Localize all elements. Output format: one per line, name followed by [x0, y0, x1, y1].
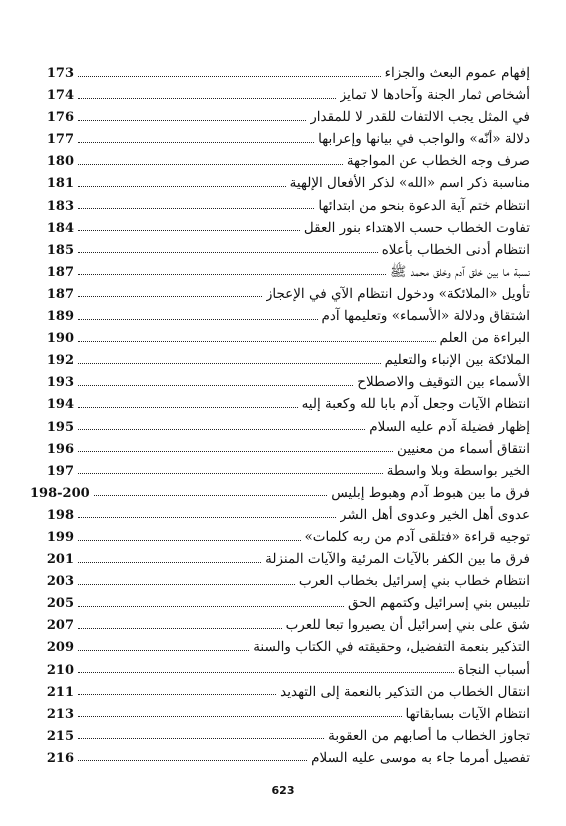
toc-entry	[30, 614, 530, 636]
toc-entry-title: تفصيل أمرما جاء به موسى عليه السلام	[311, 749, 530, 766]
toc-entry-page: 177	[46, 132, 74, 148]
dot-leader	[78, 650, 249, 651]
toc-entry	[30, 482, 530, 504]
toc-entry-title: مناسبة ذكر اسم «الله» لذكر الأفعال الإلهية	[289, 175, 530, 192]
table-of-contents	[30, 62, 530, 769]
toc-entry-page: 207	[46, 618, 74, 634]
toc-entry-title: التذكير بنعمة التفضيل، وحقيقته في الكتاب والسنة	[253, 639, 530, 656]
toc-entry	[30, 438, 530, 460]
dot-leader	[78, 76, 381, 77]
dot-leader	[78, 716, 402, 717]
dot-leader	[78, 584, 295, 585]
toc-entry-page: 198-200	[30, 485, 90, 501]
dot-leader	[78, 451, 393, 452]
toc-entry-page: 180	[46, 154, 74, 170]
toc-entry	[30, 636, 530, 658]
dot-leader	[78, 120, 306, 121]
toc-entry-title: انتظام الآيات بسابقاتها	[405, 705, 530, 722]
toc-entry-page: 189	[46, 309, 74, 325]
toc-entry-page: 185	[46, 242, 74, 258]
toc-entry-title: عدوى أهل الخير وعدوى أهل الشر	[339, 506, 530, 523]
toc-entry-title: انتظام ختم آية الدعوة بنحو من ابتدائها	[318, 197, 530, 214]
dot-leader	[78, 363, 381, 364]
toc-entry-title: اشتقاق ودلالة «الأسماء» وتعليمها آدم	[321, 308, 530, 325]
toc-entry	[30, 703, 530, 725]
dot-leader	[78, 230, 300, 231]
dot-leader	[78, 694, 276, 695]
toc-entry-title: انتظام أدنى الخطاب بأعلاه	[381, 241, 530, 258]
toc-entry-title: انتظام خطاب بني إسرائيل بخطاب العرب	[298, 573, 530, 590]
toc-entry-page: 187	[46, 286, 74, 302]
toc-entry-page: 216	[46, 750, 74, 766]
toc-entry	[30, 84, 530, 106]
toc-entry-title: إفهام عموم البعث والجزاء	[384, 65, 530, 81]
toc-entry	[30, 217, 530, 239]
toc-entry-page: 199	[46, 529, 74, 545]
toc-entry-page: 173	[46, 66, 74, 81]
toc-entry-page: 215	[46, 728, 74, 744]
toc-entry-title: نسبة ما بين خلق آدم وخلق محمد ﷺ	[390, 263, 530, 280]
toc-entry	[30, 195, 530, 217]
toc-entry-page: 174	[46, 88, 74, 104]
toc-entry	[30, 128, 530, 150]
toc-entry	[30, 106, 530, 128]
toc-entry	[30, 548, 530, 570]
toc-entry-page: 192	[46, 353, 74, 369]
toc-entry	[30, 371, 530, 393]
toc-entry-title: شق على بني إسرائيل أن يصيروا تبعا للعرب	[285, 617, 530, 634]
toc-entry-title: صرف وجه الخطاب عن المواجهة	[346, 153, 530, 170]
dot-leader	[78, 517, 336, 518]
toc-entry-title: فرق ما بين الكفر بالآيات المرئية والآيات المنزلة	[265, 551, 530, 568]
toc-entry	[30, 305, 530, 327]
toc-entry-title: تجاوز الخطاب ما أصابهم من العقوبة	[328, 727, 530, 744]
dot-leader	[78, 429, 365, 430]
toc-entry-page: 183	[46, 198, 74, 214]
toc-entry-page: 176	[46, 110, 74, 126]
dot-leader	[78, 760, 307, 761]
toc-entry-page: 194	[46, 397, 74, 413]
page-number: 623	[271, 784, 295, 797]
toc-entry-title: انتقاق أسماء من معنيين	[397, 440, 530, 457]
toc-entry-page: 203	[46, 574, 74, 590]
toc-entry-title: أشخاص ثمار الجنة وآحادها لا تمايز	[339, 87, 530, 104]
toc-entry-title: انتظام الآيات وجعل آدم بابا لله وكعبة إليه	[301, 396, 530, 413]
toc-entry-title: في المثل يجب الالتفات للقدر لا للمقدار	[310, 109, 530, 126]
toc-entry-title: الأسماء بين التوقيف والاصطلاح	[357, 374, 530, 391]
dot-leader	[78, 540, 301, 541]
dot-leader	[78, 319, 318, 320]
toc-entry-title: فرق ما بين هبوط آدم وهبوط إبليس	[331, 484, 530, 501]
toc-entry-page: 193	[46, 375, 74, 391]
toc-entry-page: 184	[46, 220, 74, 236]
toc-entry-page: 187	[46, 264, 74, 280]
toc-entry	[30, 239, 530, 261]
toc-entry	[30, 592, 530, 614]
dot-leader	[78, 473, 383, 474]
toc-entry	[30, 393, 530, 415]
toc-entry-page: 197	[46, 463, 74, 479]
toc-entry	[30, 349, 530, 371]
dot-leader	[78, 385, 353, 386]
dot-leader	[94, 495, 328, 496]
toc-entry-title: تلبيس بني إسرائيل وكتمهم الحق	[347, 595, 530, 612]
toc-entry	[30, 504, 530, 526]
toc-entry	[30, 725, 530, 747]
toc-entry	[30, 747, 530, 769]
toc-entry-title: انتقال الخطاب من التذكير بالنعمة إلى التهديد	[280, 683, 530, 700]
dot-leader	[78, 628, 282, 629]
toc-entry	[30, 416, 530, 438]
toc-entry-page: 195	[46, 419, 74, 435]
toc-entry-page: 201	[46, 552, 74, 568]
toc-entry-page: 181	[46, 176, 74, 192]
toc-entry	[30, 460, 530, 482]
toc-entry-title: البراءة من العلم	[439, 330, 530, 347]
toc-entry-title: الملائكة بين الإنباء والتعليم	[384, 352, 530, 369]
dot-leader	[78, 407, 298, 408]
toc-entry-page: 190	[46, 331, 74, 347]
toc-entry-title: توجيه قراءة «فتلقى آدم من ربه كلمات»	[304, 528, 530, 545]
toc-entry	[30, 283, 530, 305]
toc-entry	[30, 261, 530, 283]
toc-entry	[30, 327, 530, 349]
toc-entry-page: 213	[46, 706, 74, 722]
toc-entry	[30, 172, 530, 194]
dot-leader	[78, 274, 386, 275]
dot-leader	[78, 208, 314, 209]
toc-entry	[30, 659, 530, 681]
dot-leader	[78, 606, 344, 607]
dot-leader	[78, 186, 286, 187]
dot-leader	[78, 252, 378, 253]
toc-entry-page: 196	[46, 441, 74, 457]
dot-leader	[78, 296, 262, 297]
toc-entry	[30, 150, 530, 172]
toc-entry-page: 205	[46, 596, 74, 612]
toc-entry-title: الخير بواسطة وبلا واسطة	[386, 462, 530, 479]
toc-entry-title: تفاوت الخطاب حسب الاهتداء بنور العقل	[303, 219, 530, 236]
dot-leader	[78, 562, 261, 563]
dot-leader	[78, 738, 324, 739]
dot-leader	[78, 672, 454, 673]
toc-entry-page: 198	[46, 507, 74, 523]
toc-entry-page: 210	[46, 662, 74, 678]
toc-entry-title: أسباب النجاة	[457, 661, 530, 678]
toc-entry-title: دلالة «أنّه» والواجب في بيانها وإعرابها	[318, 131, 530, 148]
toc-entry-page: 209	[46, 640, 74, 656]
toc-entry	[30, 681, 530, 703]
toc-entry	[30, 62, 530, 84]
toc-entry-page: 211	[46, 684, 74, 700]
toc-entry	[30, 570, 530, 592]
dot-leader	[78, 142, 314, 143]
dot-leader	[78, 98, 336, 99]
toc-entry-title: تأويل «الملائكة» ودخول انتظام الآي في الإعجاز	[265, 285, 530, 302]
toc-entry-title: إظهار فضيلة آدم عليه السلام	[369, 418, 530, 435]
dot-leader	[78, 164, 343, 165]
toc-entry	[30, 526, 530, 548]
dot-leader	[78, 341, 436, 342]
